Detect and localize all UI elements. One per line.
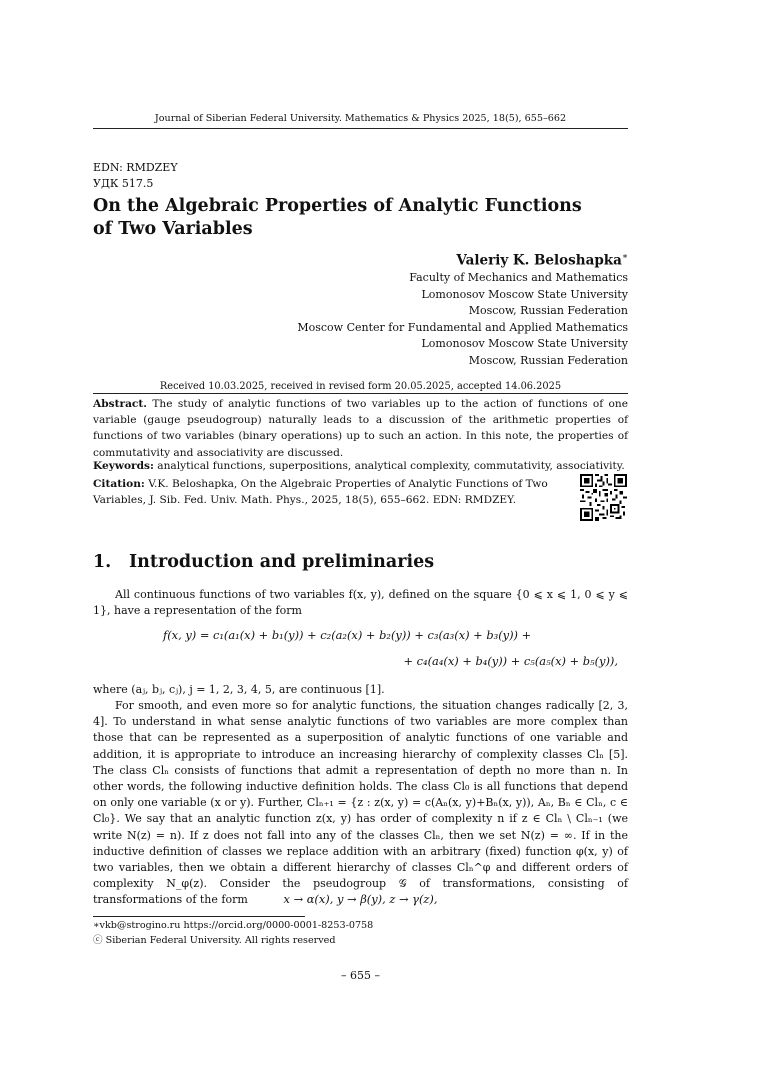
header-rule <box>93 128 628 129</box>
affiliation-line: Moscow Center for Fundamental and Applied Mathematics <box>297 320 628 334</box>
journal-header: Journal of Siberian Federal University. Mathematics & Physics 2025, 18(5), 655–662 <box>154 113 567 124</box>
affiliation-line: Faculty of Mechanics and Mathematics <box>409 271 628 284</box>
affiliation-line: Moscow, Russian Federation <box>468 353 628 367</box>
footnote-contact: ∗vkb@strogino.ru https://orcid.org/0000-0001-8253-0758 <box>93 920 374 931</box>
edn-code: EDN: RMDZEY <box>93 161 178 174</box>
citation-label: Citation: <box>93 478 145 490</box>
footnotes <box>93 919 373 948</box>
citation <box>93 476 548 508</box>
abstract-text: The study of analytic functions of two variables up to the action of functions of one variable (gauge pseudogroup) naturally leads to a discussion of the arithmetic properties of functions of two variables (binary operations) up to such an action. In this note, the properties of commutativity and associativity are discussed. <box>93 398 628 459</box>
keywords <box>93 458 628 474</box>
equation-display: x → α(x), y → β(y), z → γ(z), <box>283 892 438 906</box>
page-number: – 655 – <box>341 969 380 982</box>
abstract-rule <box>93 393 628 394</box>
author <box>456 252 628 269</box>
paragraph: where (aⱼ, bⱼ, cⱼ), j = 1, 2, 3, 4, 5, are continuous [1]. <box>93 683 385 696</box>
received-dates: Received 10.03.2025, received in revised form 20.05.2025, accepted 14.06.2025 <box>159 381 562 392</box>
section-heading <box>93 552 434 572</box>
affiliation-line: Lomonosov Moscow State University <box>421 337 628 351</box>
article-meta <box>93 160 178 192</box>
abstract-label: Abstract. <box>93 398 147 410</box>
citation-text: V.K. Beloshapka, On the Algebraic Properties of Analytic Functions of Two Variables, J. Sib. Fed. Univ. Math. Phys., 2025, 18(5), 655–662. EDN: RMDZEY. <box>93 478 548 507</box>
keywords-text: analytical functions, superpositions, analytical complexity, commutativity, associativity. <box>157 460 625 472</box>
copyright-notice: ⓒ Siberian Federal University. All rights reserved <box>93 934 336 946</box>
qr-code-icon <box>580 474 627 521</box>
author-footnote-mark: ∗ <box>621 252 628 262</box>
equation-line: + c₄(a₄(x) + b₄(y)) + c₅(a₅(x) + b₅(y)), <box>403 654 618 668</box>
title-line-1: On the Algebraic Properties of Analytic Functions <box>93 196 582 216</box>
paragraph: All continuous functions of two variables f(x, y), defined on the square {0 ⩽ x ⩽ 1, 0 ⩽ y ⩽ 1}, have a representation of the form <box>93 588 628 618</box>
article-title <box>93 195 613 241</box>
affiliations <box>297 270 628 370</box>
affiliation-line: Moscow, Russian Federation <box>468 304 628 318</box>
footnote-rule <box>93 916 305 917</box>
section-title: Introduction and preliminaries <box>129 552 435 572</box>
author-name: Valeriy K. Beloshapka <box>456 252 622 269</box>
section-number: 1. <box>93 552 112 572</box>
udk-code: УДК 517.5 <box>93 177 154 190</box>
abstract <box>93 396 628 461</box>
keywords-label: Keywords: <box>93 460 154 472</box>
equation-line: f(x, y) = c₁(a₁(x) + b₁(y)) + c₂(a₂(x) + b₂(y)) + c₃(a₃(x) + b₃(y)) + <box>163 628 532 642</box>
affiliation-line: Lomonosov Moscow State University <box>421 287 628 301</box>
title-line-2: of Two Variables <box>93 219 253 239</box>
paragraph: For smooth, and even more so for analytic functions, the situation changes radically [2, 3, 4]. To understand in what sense analytic functions of two variables are more complex than those that can be represented as a superposition of analytic functions of one variable and addition, it is appropriate to introduce an increasing hierarchy of complexity classes Clₙ [5]. The class Clₙ consists of functions that admit a representation of depth no more than n. In other words, the following inductive definition holds. The class Cl₀ is all functions that depend on only one variable (x or y). Further, Clₙ₊₁ = {z : z(x, y) = c(Aₙ(x, y)+Bₙ(x, y)), Aₙ, Bₙ ∈ Clₙ, c ∈ Cl₀}. We say that an analytic function z(x, y) has order of complexity n if z ∈ Clₙ \ Clₙ₋₁ (we write N(z) = n). If z does not fall into any of the classes Clₙ, then we set N(z) = ∞. If in the inductive definition of classes we replace addition with an arbitrary (fixed) function φ(x, y) of two variables, then we obtain a different hierarchy of classes Clₙ^φ and different orders of complexity N_φ(z). Consider the pseudogroup 𝒢 of transformations, consisting of transformations of the form <box>93 699 628 907</box>
